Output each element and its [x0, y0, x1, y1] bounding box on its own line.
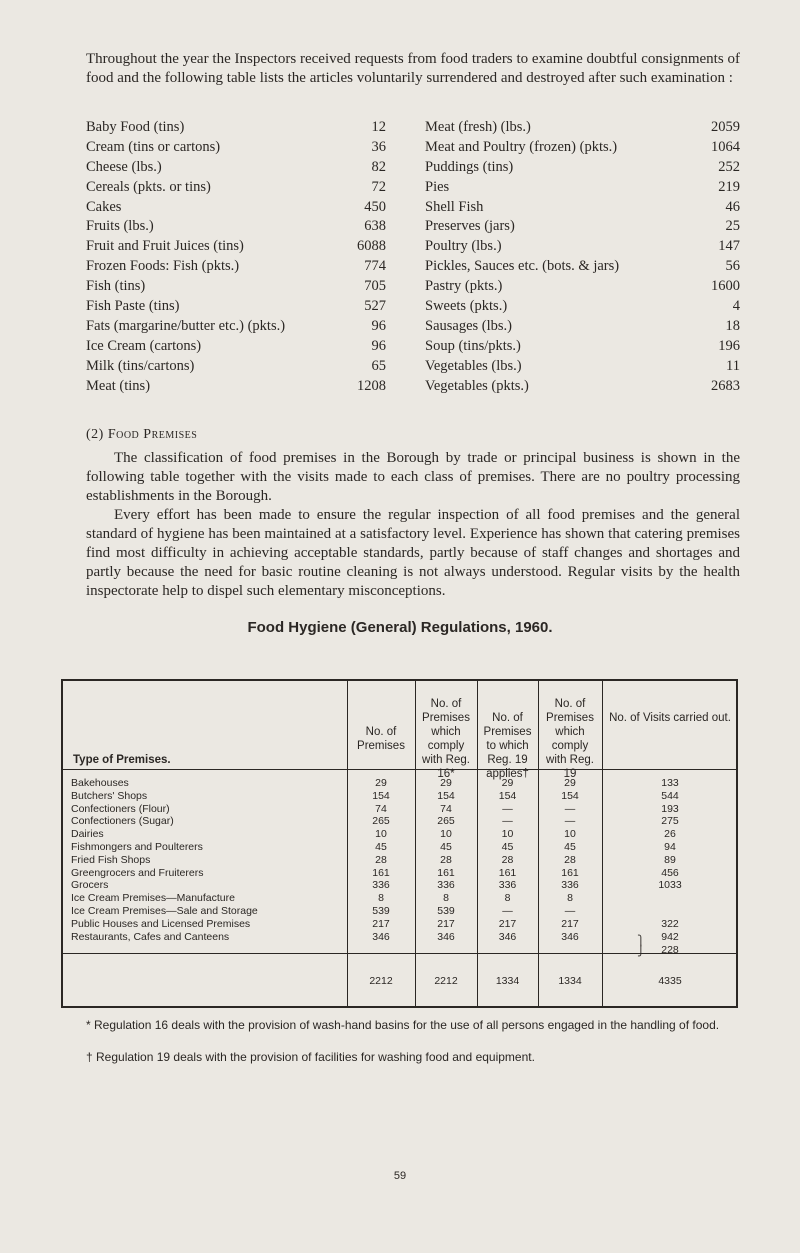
cell-visits: 1033 [658, 879, 682, 892]
item-value: 65 [371, 357, 386, 374]
item-label: Meat (fresh) (lbs.) [425, 119, 531, 135]
cell-premises: 10 [375, 828, 387, 841]
cell-reg16: 336 [437, 879, 455, 892]
item-label: Shell Fish [425, 198, 484, 215]
item-value: 774 [364, 258, 386, 275]
premises-type: Greengrocers and Fruiterers [71, 866, 204, 879]
header-type: Type of Premises. [73, 754, 171, 766]
cell-premises: 45 [375, 841, 387, 853]
item-label: Cakes [86, 198, 122, 215]
header-visits: No. of Visits carried out. [609, 712, 731, 724]
item-label: Sausages (lbs.) [425, 317, 512, 334]
surrendered-items-left [86, 118, 386, 396]
item-label: Meat (tins) [86, 377, 151, 394]
table-row [63, 841, 736, 854]
item-value: 96 [371, 317, 386, 334]
cell-reg19-comply: 217 [561, 917, 579, 930]
table-row [63, 918, 736, 931]
table-row [63, 828, 736, 841]
item-value: 96 [371, 337, 386, 354]
item-value: 450 [364, 198, 386, 215]
section-number: (2) [86, 427, 104, 442]
cell-premises: 346 [372, 930, 390, 943]
cell-visits: 544 [661, 789, 679, 802]
surrendered-item [425, 377, 740, 397]
premises-type: Bakehouses [71, 777, 129, 789]
surrendered-item [425, 138, 740, 158]
cell-visits: 275 [661, 815, 679, 828]
cell-premises: 265 [372, 815, 390, 828]
cell-premises: 539 [372, 905, 390, 917]
item-label: Fruits (lbs.) [86, 218, 154, 235]
item-value: 4 [732, 298, 740, 315]
item-label: Vegetables (pkts.) [425, 377, 529, 394]
surrendered-item [425, 297, 740, 317]
item-label: Milk (tins/cartons) [86, 357, 195, 374]
surrendered-item [425, 158, 740, 178]
page-number: 59 [393, 1170, 407, 1182]
cell-reg19-comply: 346 [561, 930, 579, 943]
premises-type: Public Houses and Licensed Premises [71, 917, 251, 930]
cell-reg19-applies: — [502, 815, 513, 828]
premises-paragraph: The classification of food premises in the Borough by trade or principal business is shown in the following table together with the visits made to each class of premises. There are no poultry processing establishments in the Borough. [86, 450, 740, 504]
table-row [63, 815, 736, 828]
surrendered-item [86, 257, 386, 277]
cell-reg19-comply: — [564, 802, 576, 815]
header-reg19-applies: No. of Premises to which Reg. 19 applies† [483, 712, 532, 780]
surrendered-item [425, 217, 740, 237]
premises-type: Fishmongers and Poulterers [71, 841, 203, 853]
surrendered-item [86, 277, 386, 297]
cell-reg19-comply: 10 [564, 828, 576, 841]
cell-reg19-applies: — [502, 905, 513, 917]
surrendered-item [86, 118, 386, 138]
surrendered-items-right [425, 118, 740, 396]
section-heading [86, 427, 197, 443]
table-row [63, 931, 736, 944]
cell-reg19-applies: 28 [501, 853, 514, 866]
surrendered-item [86, 138, 386, 158]
surrendered-item [425, 357, 740, 377]
cell-reg19-applies: 10 [501, 828, 514, 841]
table-row [63, 803, 736, 816]
item-value: 56 [725, 258, 740, 275]
item-label: Baby Food (tins) [86, 119, 185, 135]
premises-type: Grocers [71, 879, 109, 892]
surrendered-item [86, 237, 386, 257]
item-label: Vegetables (lbs.) [425, 357, 522, 374]
item-value: 18 [725, 317, 740, 334]
premises-type: Fried Fish Shops [71, 853, 151, 866]
cell-reg19-applies: 346 [498, 930, 517, 943]
surrendered-item [425, 277, 740, 297]
footnote-reg16: * Regulation 16 deals with the provision of wash-hand basins for the use of all persons engaged in the handling of food. [86, 1018, 720, 1032]
cell-reg16: 265 [437, 815, 455, 828]
cell-premises: 74 [375, 802, 387, 815]
cell-premises: 29 [375, 777, 387, 789]
footnote-reg19: † Regulation 19 deals with the provision of facilities for washing food and equipment. [86, 1050, 535, 1064]
cell-visits: 456 [661, 866, 679, 879]
cell-premises: 161 [372, 866, 390, 879]
premises-type: Ice Cream Premises—Sale and Storage [71, 905, 258, 917]
cell-reg19-comply: 336 [561, 879, 579, 892]
item-label: Pastry (pkts.) [425, 278, 503, 295]
cell-reg16: 8 [443, 892, 449, 905]
item-value: 36 [371, 138, 386, 155]
item-label: Pies [425, 178, 450, 195]
item-value: 196 [718, 337, 740, 354]
cell-reg16: 74 [440, 802, 452, 815]
table-title: Food Hygiene (General) Regulations, 1960. [247, 619, 553, 636]
surrendered-item [86, 217, 386, 237]
surrendered-item [425, 198, 740, 218]
item-label: Cheese (lbs.) [86, 158, 162, 175]
item-label: Fats (margarine/butter etc.) (pkts.) [86, 317, 286, 334]
cell-premises: 28 [375, 853, 387, 866]
premises-table: Type of Premises. No. of Premises No. of Premises which comply with Reg. 16* No. of Premises to which Reg. 19 applies† No. of Premises which comply with Reg. 19 No. of Visits carried out. Bakehouses 29 29 29 29 133 Butchers' Shops 154 154 154 154 544 Confectioners (Flour) 74 74 — — 193 Confectioners (Sugar) 265 265 — — 275 Dairies 10 10 10 10 26 Fishmongers and Poulterers 45 45 45 45 94 Fried Fish Shops 28 28 28 28 89 Greengrocers and Fruiterers 161 161 161 161 456 Grocers 336 336 336 336 1033 Ice Cream Premises—Manufacture 8 8 8 8 Ice Cream Premises—Sale and Storage 539 539 — — Public Houses and Licensed Premises 217 217 217 217 322 Restaurants, Cafes and Canteens 346 346 346 346 942 ⎫ ⎭ 228 2212 2212 1334 1334 4335 [61, 679, 738, 1008]
header-premises: No. of Premises [357, 726, 405, 752]
table-row [63, 777, 736, 790]
surrendered-item [86, 337, 386, 357]
item-label: Sweets (pkts.) [425, 298, 508, 315]
surrendered-item [86, 198, 386, 218]
item-value: 1208 [357, 377, 386, 394]
item-value: 638 [364, 218, 386, 235]
item-value: 2683 [711, 377, 740, 394]
surrendered-item [425, 118, 740, 138]
cell-premises: 217 [372, 917, 390, 930]
cell-premises: 154 [372, 789, 390, 802]
premises-type: Dairies [71, 828, 104, 841]
item-value: 82 [371, 158, 386, 175]
cell-visits: 193 [661, 802, 679, 815]
premises-type: Ice Cream Premises—Manufacture [71, 892, 235, 905]
cell-reg19-comply: 45 [564, 841, 576, 853]
premises-type: Confectioners (Flour) [71, 802, 170, 815]
intro-paragraph: Throughout the year the Inspectors received requests from food traders to examine doubtful consignments of food and the following table lists the articles voluntarily surrendered and destroyed after such examination : [86, 51, 740, 86]
premises-type: Confectioners (Sugar) [71, 815, 174, 828]
cell-reg16: 45 [440, 841, 452, 853]
surrendered-item [86, 377, 386, 397]
cell-visits: 133 [661, 777, 679, 789]
item-label: Cereals (pkts. or tins) [86, 178, 211, 195]
cell-reg16: 161 [437, 866, 455, 879]
item-label: Frozen Foods: Fish (pkts.) [86, 258, 240, 275]
cell-visits: 942 [661, 930, 679, 943]
premises-type: Restaurants, Cafes and Canteens [71, 930, 230, 943]
item-label: Fish Paste (tins) [86, 298, 180, 315]
cell-reg19-comply: — [564, 815, 576, 828]
cell-reg19-applies: 29 [501, 777, 514, 789]
cell-reg16: 154 [437, 789, 455, 802]
surrendered-item [425, 178, 740, 198]
item-value: 219 [718, 178, 740, 195]
surrendered-item [86, 178, 386, 198]
cell-reg16: 346 [437, 930, 455, 943]
ice-cream-visits: 228 [661, 944, 679, 956]
item-label: Cream (tins or cartons) [86, 138, 221, 155]
item-label: Meat and Poultry (frozen) (pkts.) [425, 138, 618, 155]
cell-visits: 26 [664, 828, 676, 841]
table-row [63, 854, 736, 867]
table-row [63, 892, 736, 905]
item-value: 25 [725, 218, 740, 235]
item-value: 527 [364, 298, 386, 315]
premises-type: Butchers' Shops [71, 789, 148, 802]
table-row [63, 790, 736, 803]
table-row [63, 905, 736, 918]
cell-reg19-applies: 8 [504, 892, 511, 905]
item-label: Fish (tins) [86, 278, 146, 295]
item-label: Puddings (tins) [425, 158, 514, 175]
cell-reg19-comply: 29 [564, 777, 576, 789]
header-reg19-comply: No. of Premises which comply with Reg. 19 [546, 698, 594, 780]
standards-paragraph: Every effort has been made to ensure the regular inspection of all food premises and the general standard of hygiene has been maintained at a satisfactory level. Experience has shown that catering premises find most difficulty in achieving acceptable standards, partly because of staff changes and shortages and partly because the need for basic routine cleaning is not always understood. Regular visits by the health inspectorate help to dispel such elementary misconceptions. [86, 507, 740, 599]
cell-reg16: 29 [440, 777, 452, 789]
surrendered-item [86, 317, 386, 337]
item-label: Poultry (lbs.) [425, 238, 502, 255]
item-value: 72 [371, 178, 386, 195]
item-value: 705 [364, 278, 386, 295]
totals-row: 2212 2212 1334 1334 4335 [369, 975, 682, 987]
item-value: 252 [718, 158, 740, 175]
cell-reg16: 217 [437, 917, 455, 930]
section-title: Food Premises [107, 427, 198, 442]
item-value: 46 [725, 198, 740, 215]
cell-reg16: 10 [440, 828, 452, 841]
surrendered-item [86, 297, 386, 317]
cell-reg16: 539 [437, 905, 455, 917]
cell-reg16: 28 [440, 853, 452, 866]
cell-reg19-comply: 161 [561, 866, 579, 879]
item-label: Fruit and Fruit Juices (tins) [86, 238, 244, 255]
surrendered-item [425, 237, 740, 257]
cell-reg19-comply: 154 [561, 789, 579, 802]
cell-premises: 336 [372, 879, 390, 892]
item-value: 11 [726, 357, 740, 374]
surrendered-item [86, 158, 386, 178]
cell-reg19-applies: — [502, 802, 513, 815]
surrendered-item [86, 357, 386, 377]
cell-visits: 89 [664, 853, 676, 866]
item-label: Preserves (jars) [425, 218, 515, 235]
cell-reg19-applies: 161 [498, 866, 517, 879]
item-value: 6088 [357, 238, 386, 255]
cell-reg19-applies: 154 [498, 789, 517, 802]
cell-reg19-applies: 217 [498, 917, 517, 930]
header-reg16: No. of Premises which comply with Reg. 16* [422, 698, 470, 780]
cell-reg19-comply: 8 [567, 892, 573, 905]
item-value: 147 [718, 238, 740, 255]
cell-premises: 8 [378, 892, 384, 905]
item-label: Ice Cream (cartons) [86, 337, 202, 354]
surrendered-item [425, 257, 740, 277]
table-row [63, 867, 736, 880]
item-value: 12 [371, 119, 386, 135]
surrendered-item [425, 337, 740, 357]
item-label: Pickles, Sauces etc. (bots. & jars) [425, 258, 620, 275]
surrendered-item [425, 317, 740, 337]
cell-visits: 94 [664, 841, 676, 853]
item-label: Soup (tins/pkts.) [425, 337, 521, 354]
cell-reg19-comply: 28 [564, 853, 576, 866]
item-value: 2059 [711, 119, 740, 135]
cell-reg19-comply: — [564, 905, 576, 917]
cell-visits: 322 [661, 917, 679, 930]
item-value: 1064 [711, 138, 740, 155]
cell-reg19-applies: 336 [498, 879, 517, 892]
item-value: 1600 [711, 278, 740, 295]
table-row [63, 879, 736, 892]
cell-reg19-applies: 45 [501, 841, 514, 853]
